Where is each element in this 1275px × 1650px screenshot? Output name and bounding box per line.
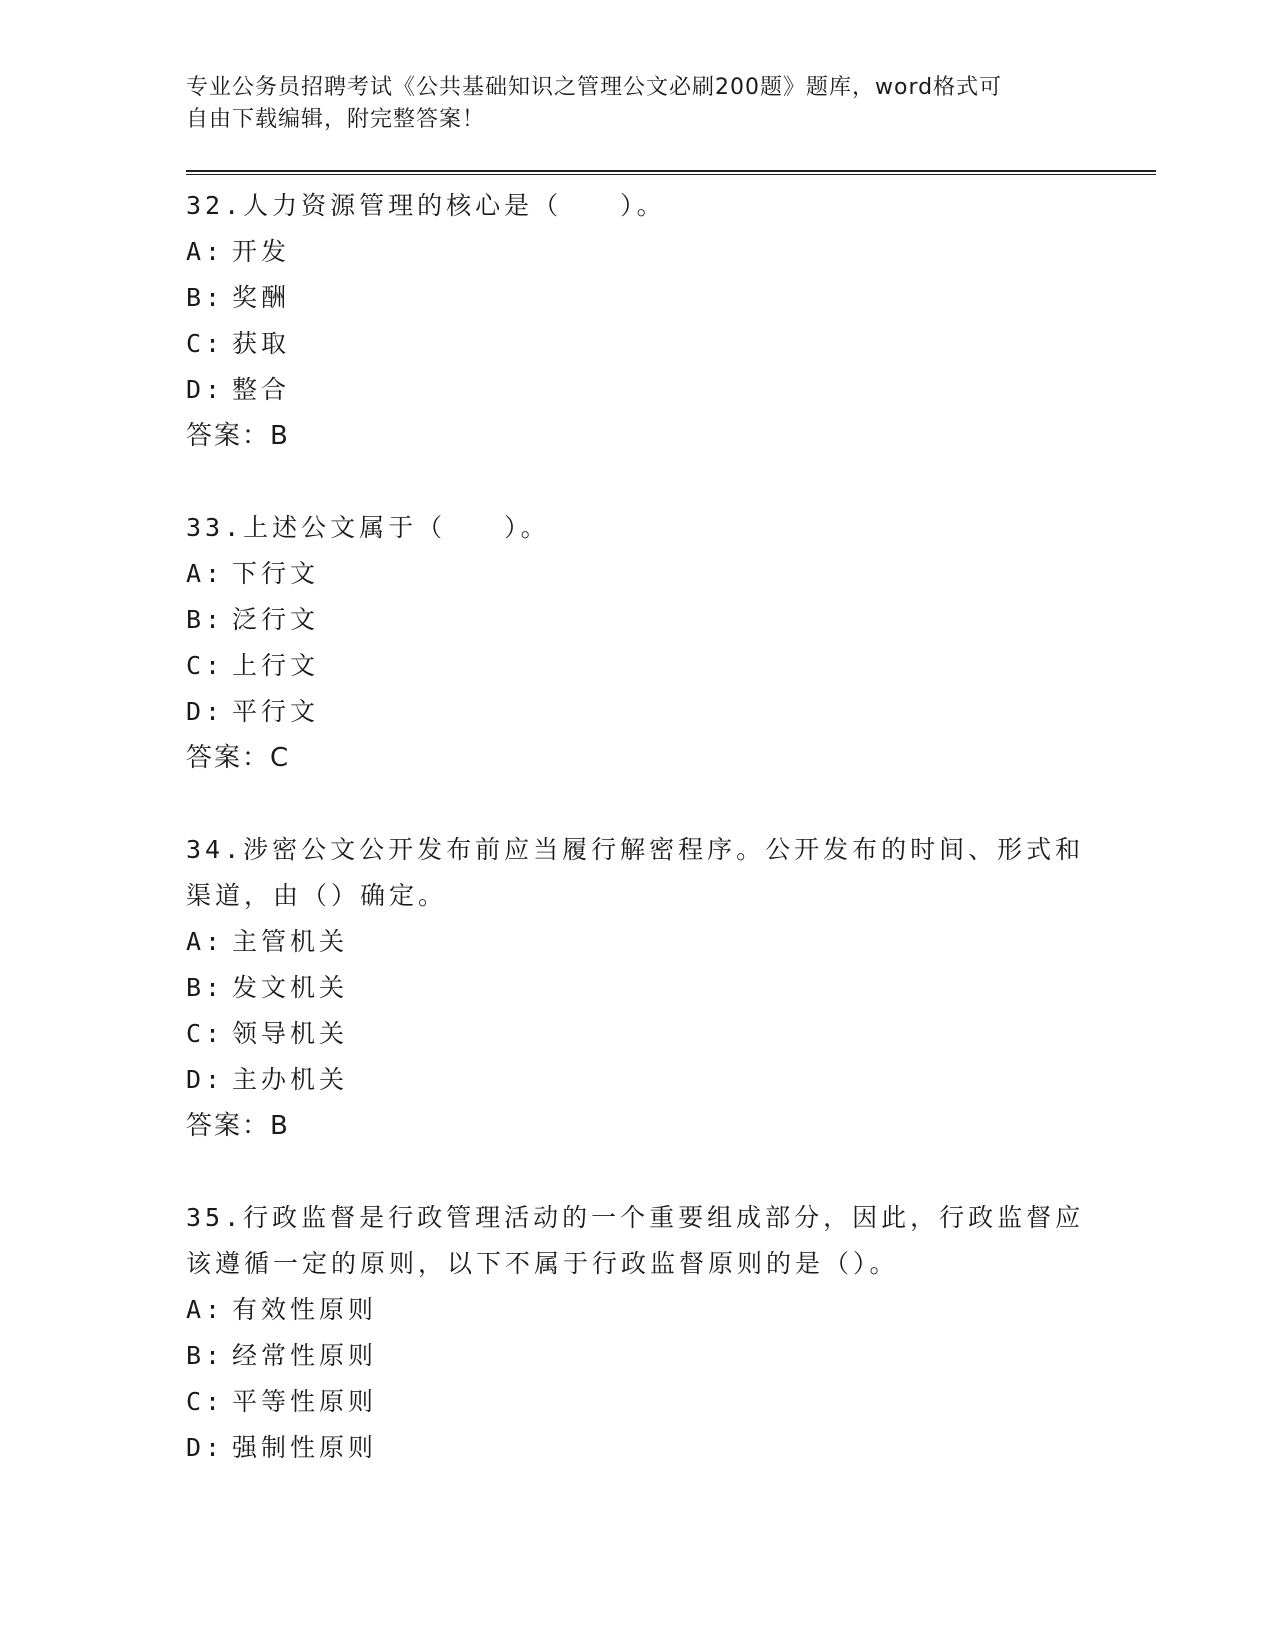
- answer-line: 答案：C: [186, 743, 291, 773]
- option-a: [186, 919, 1156, 965]
- document-header: [186, 72, 1066, 136]
- option-text: 奖酬: [232, 283, 291, 312]
- option-text: 上行文: [232, 651, 320, 680]
- answer-line: 答案：B: [186, 1111, 290, 1141]
- question-text: 35.行政监督是行政管理活动的一个重要组成部分，因此，行政监督应该遵循一定的原则，以下不属于行政监督原则的是（）。: [186, 1203, 1085, 1278]
- question-text: 32.人力资源管理的核心是（ ）。: [186, 191, 666, 220]
- option-text: 有效性原则: [232, 1295, 378, 1324]
- option-letter: B:: [186, 973, 225, 1002]
- option-letter: A:: [186, 237, 225, 266]
- option-letter: D:: [186, 697, 225, 726]
- option-letter: B:: [186, 283, 225, 312]
- option-b: [186, 1333, 1156, 1379]
- option-c: [186, 321, 1156, 367]
- option-letter: D:: [186, 1433, 225, 1462]
- option-text: 经常性原则: [232, 1341, 378, 1370]
- option-d: [186, 1425, 1156, 1471]
- option-c: [186, 643, 1156, 689]
- option-letter: C:: [186, 1387, 225, 1416]
- option-text: 平行文: [232, 697, 320, 726]
- option-letter: D:: [186, 375, 225, 404]
- option-text: 主办机关: [232, 1065, 349, 1094]
- option-d: [186, 1057, 1156, 1103]
- header-line-2: 自由下载编辑，附完整答案！: [186, 107, 486, 132]
- option-a: [186, 229, 1156, 275]
- option-letter: B:: [186, 605, 225, 634]
- option-text: 整合: [232, 375, 291, 404]
- option-letter: B:: [186, 1341, 225, 1370]
- option-text: 开发: [232, 237, 291, 266]
- option-text: 下行文: [232, 559, 320, 588]
- header-line-1: 专业公务员招聘考试《公共基础知识之管理公文必刷200题》题库，word格式可: [186, 75, 1003, 100]
- option-letter: A:: [186, 1295, 225, 1324]
- option-text: 领导机关: [232, 1019, 349, 1048]
- header-divider: [186, 170, 1156, 175]
- option-b: [186, 275, 1156, 321]
- option-text: 强制性原则: [232, 1433, 378, 1462]
- question-text: 33.上述公文属于（ ）。: [186, 513, 550, 542]
- document-page: [186, 72, 1156, 1517]
- question-32: [186, 183, 1156, 459]
- option-text: 发文机关: [232, 973, 349, 1002]
- option-b: [186, 965, 1156, 1011]
- option-letter: C:: [186, 651, 225, 680]
- option-c: [186, 1379, 1156, 1425]
- option-d: [186, 689, 1156, 735]
- option-text: 泛行文: [232, 605, 320, 634]
- option-letter: C:: [186, 1019, 225, 1048]
- option-letter: A:: [186, 927, 225, 956]
- question-35: [186, 1195, 1156, 1471]
- option-text: 主管机关: [232, 927, 349, 956]
- option-text: 获取: [232, 329, 291, 358]
- option-d: [186, 367, 1156, 413]
- option-a: [186, 551, 1156, 597]
- option-letter: D:: [186, 1065, 225, 1094]
- answer-line: 答案：B: [186, 421, 290, 451]
- question-34: [186, 827, 1156, 1149]
- option-a: [186, 1287, 1156, 1333]
- option-b: [186, 597, 1156, 643]
- option-c: [186, 1011, 1156, 1057]
- option-text: 平等性原则: [232, 1387, 378, 1416]
- question-text: 34.涉密公文公开发布前应当履行解密程序。公开发布的时间、形式和渠道，由（）确定。: [186, 835, 1085, 910]
- option-letter: C:: [186, 329, 225, 358]
- question-list: [186, 183, 1156, 1471]
- question-33: [186, 505, 1156, 781]
- option-letter: A:: [186, 559, 225, 588]
